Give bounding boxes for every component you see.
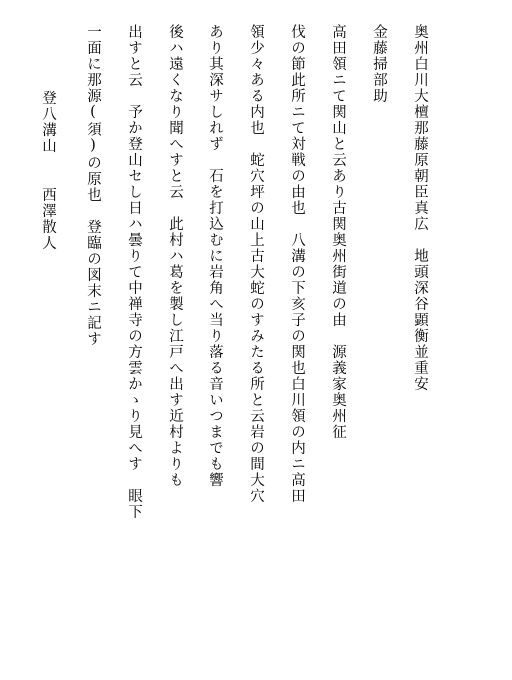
text-column-2: 金藤掃部助 <box>371 24 387 104</box>
text-column-1: 奥州白川大檀那藤原朝臣真広 地頭深谷顕衡並重安 <box>412 24 428 392</box>
text-column-3: 高田領ニて関山と云あり古関奥州街道の由 源義家奥州征 <box>330 24 346 440</box>
text-column-7: 後ハ遠くなり聞へすと云 此村ハ葛を製し江戸へ出す近村よりも <box>167 24 183 488</box>
text-column-4: 伐の節此所ニて対戦の由也 八溝の下亥子の関也白川領の内ニ高田 <box>289 24 305 504</box>
poem-title: 登八溝山 <box>40 90 56 154</box>
text-column-8: 出すと云 予か登山セし日ハ曇りて中禅寺の方雲かゝり見へす 眼下 <box>126 24 142 520</box>
text-column-6: あり其深サしれず 石を打込むに岩角へ当り落る音いつまでも響 <box>207 24 223 488</box>
author-signature: 西澤散人 <box>40 187 56 251</box>
text-column-9: 一面に那源(須)の原也 登臨の図末ニ記す <box>85 24 101 347</box>
text-column-5: 領少々ある内也 蛇穴坪の山上古大蛇のすみたる所と云岩の間大穴 <box>248 24 264 504</box>
